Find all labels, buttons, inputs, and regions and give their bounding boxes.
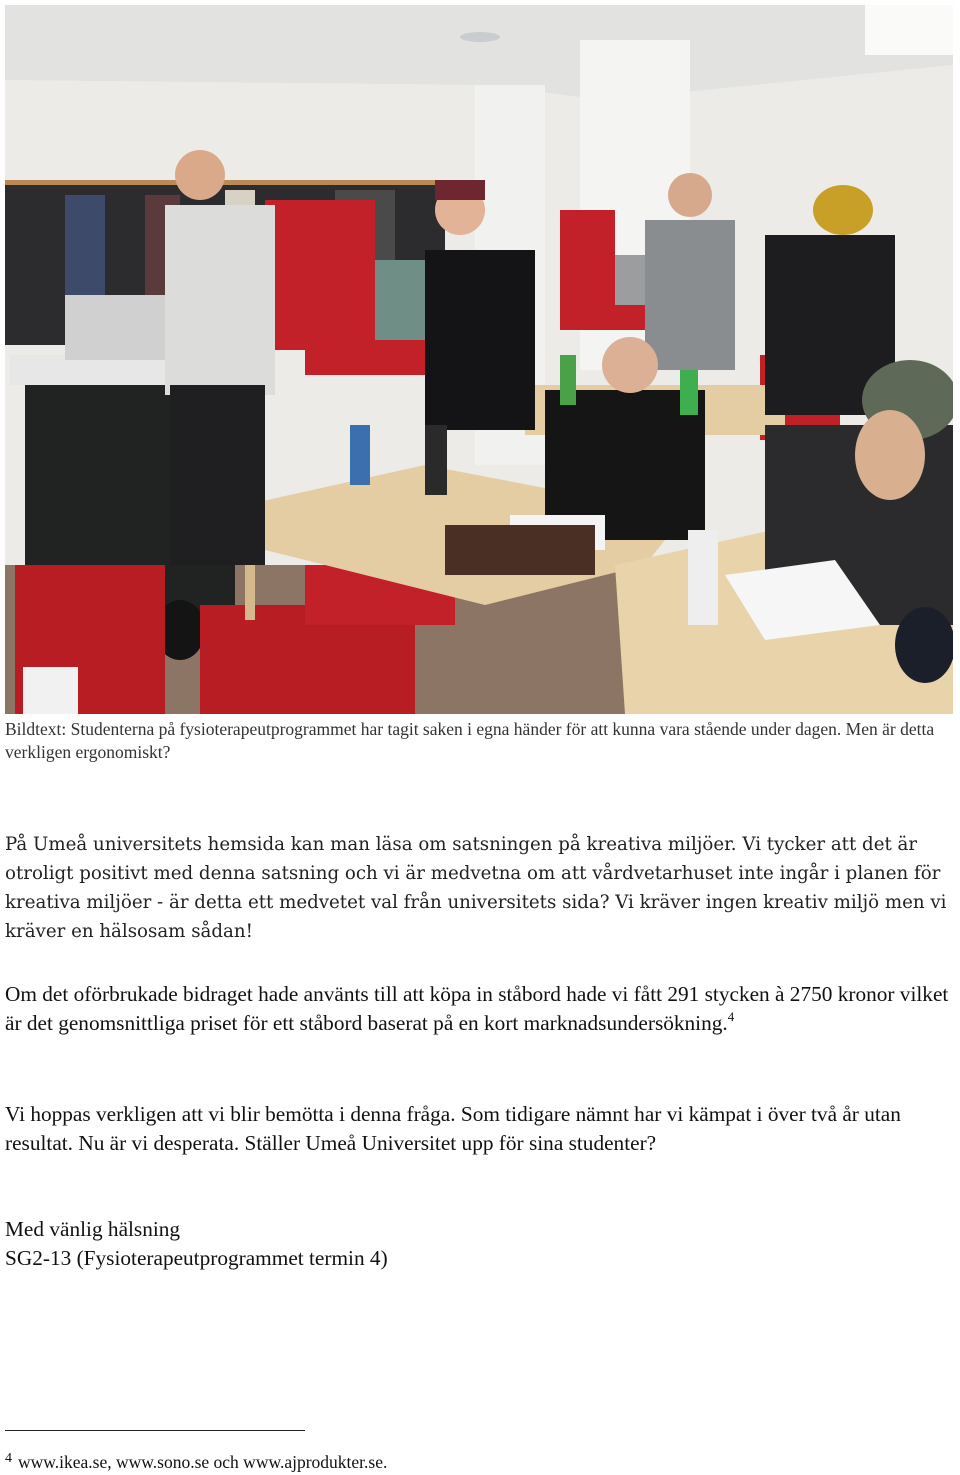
footnote-text: www.ikea.se, www.sono.se och www.ajprodukter.se. [18,1452,388,1472]
paragraph-appeal: Vi hoppas verkligen att vi blir bemötta i denna fråga. Som tidigare nämnt har vi kämpat i över två år utan resultat. Nu är vi desperata. Ställer Umeå Universitet upp för sina studenter? [5,1102,901,1155]
closing-line: Med vänlig hälsning [5,1217,181,1241]
paragraph-creative-environments: På Umeå universitets hemsida kan man läsa om satsningen på kreativa miljöer. Vi tycker att det är otroligt positivt med denna satsning och vi är medvetna om att vårdvetarhuset inte ingår i planen för kreativa miljöer - är detta ett medvetet val från universitets sida? Vi kräver ingen kreativ miljö men vi kräver en hälsosam sådan! [5,834,947,942]
signature-block [5,1215,905,1273]
footnote-reference: 4 [727,1009,735,1024]
signature-line: SG2-13 (Fysioterapeutprogrammet termin 4) [5,1246,388,1270]
paragraph-standing-desks [5,980,955,1038]
footnote [5,1448,387,1473]
paragraph-standing-desks-text: Om det oförbrukade bidraget hade använts till att köpa in ståbord hade vi fått 291 stycken à 2750 kronor vilket är det genomsnittliga priset för ett ståbord baserat på en kort marknadsundersökning. [5,982,949,1035]
footnote-number: 4 [5,1451,12,1466]
classroom-photo [5,5,953,714]
footnote-divider [5,1430,305,1431]
photo-caption: Bildtext: Studenterna på fysioterapeutprogrammet har tagit saken i egna händer för att kunna vara stående under dagen. Men är detta verkligen ergonomiskt? [5,719,935,762]
